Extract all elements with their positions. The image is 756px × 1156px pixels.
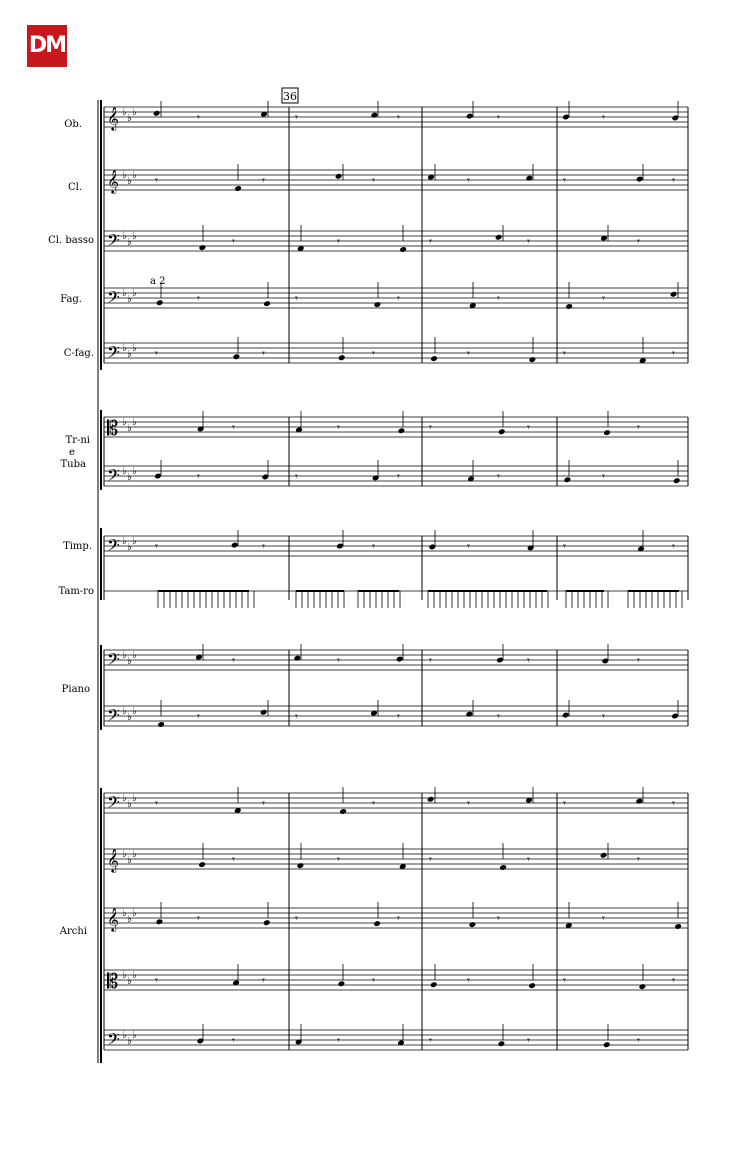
- rest-icon: 𝄾: [232, 421, 235, 434]
- rest-icon: 𝄾: [467, 797, 470, 810]
- rest-icon: 𝄾: [527, 853, 530, 866]
- flat-icon: ♭: [122, 343, 127, 354]
- rest-icon: 𝄾: [672, 974, 675, 987]
- rest-icon: 𝄾: [397, 710, 400, 723]
- flat-icon: ♭: [122, 706, 127, 717]
- notehead: [498, 1040, 506, 1047]
- notehead: [399, 246, 407, 253]
- label-clarinet: Cl.: [67, 182, 82, 193]
- dynamic-a2: a 2: [150, 276, 166, 287]
- rest-icon: 𝄾: [295, 111, 298, 124]
- flat-icon: ♭: [127, 176, 132, 187]
- rest-icon: 𝄾: [232, 1034, 235, 1047]
- rest-icon: 𝄾: [262, 797, 265, 810]
- rest-icon: 𝄾: [197, 912, 200, 925]
- rest-icon: 𝄾: [672, 174, 675, 187]
- flat-icon: ♭: [127, 472, 132, 483]
- flat-icon: ♭: [127, 294, 132, 305]
- clef-icon: 𝄞: [107, 106, 119, 130]
- notehead: [469, 921, 477, 928]
- staff: [104, 1029, 688, 1053]
- label-tuba: Tuba: [60, 459, 86, 470]
- notehead: [528, 982, 536, 989]
- clef-icon: 𝄢: [107, 465, 120, 489]
- clef-icon: 𝄢: [107, 649, 120, 673]
- notehead: [374, 301, 382, 308]
- notehead: [639, 983, 647, 990]
- flat-icon: ♭: [132, 288, 137, 299]
- rest-icon: 𝄾: [155, 347, 158, 360]
- notehead: [562, 712, 570, 719]
- rest-icon: 𝄾: [197, 111, 200, 124]
- flat-icon: ♭: [127, 113, 132, 124]
- rest-icon: 𝄾: [262, 347, 265, 360]
- rest-icon: 𝄾: [637, 421, 640, 434]
- staff: [104, 230, 688, 254]
- notehead: [635, 798, 643, 805]
- rest-icon: 𝄾: [602, 111, 605, 124]
- rest-icon: 𝄾: [429, 1034, 432, 1047]
- label-bass-clarinet: Cl. basso: [48, 235, 94, 246]
- flat-icon: ♭: [122, 849, 127, 860]
- rest-icon: 𝄾: [672, 347, 675, 360]
- clef-icon: 𝄢: [107, 342, 120, 366]
- rest-icon: 𝄾: [527, 235, 530, 248]
- notehead: [430, 355, 438, 362]
- flat-icon: ♭: [127, 656, 132, 667]
- flat-icon: ♭: [127, 349, 132, 360]
- staff: [104, 106, 688, 131]
- clef-icon: 𝄢: [107, 1029, 120, 1053]
- staff: [104, 848, 688, 873]
- notehead: [600, 852, 608, 859]
- rest-icon: 𝄾: [262, 174, 265, 187]
- label-trombones: Tr-ni: [65, 435, 90, 446]
- notehead: [373, 920, 381, 927]
- flat-icon: ♭: [132, 343, 137, 354]
- notehead: [198, 861, 206, 868]
- flat-icon: ♭: [132, 536, 137, 547]
- rest-icon: 𝄾: [637, 1034, 640, 1047]
- rest-icon: 𝄾: [337, 421, 340, 434]
- flat-icon: ♭: [132, 170, 137, 181]
- staff: [104, 535, 688, 559]
- rest-icon: 𝄾: [155, 797, 158, 810]
- rest-icon: 𝄾: [155, 540, 158, 553]
- rest-icon: 𝄾: [232, 853, 235, 866]
- notehead: [370, 112, 378, 119]
- staff: [104, 465, 688, 489]
- clef-icon: 𝄞: [107, 169, 119, 193]
- rest-icon: 𝄾: [429, 235, 432, 248]
- label-timpani: Timp.: [63, 541, 92, 552]
- flat-icon: ♭: [122, 1030, 127, 1041]
- clef-icon: 𝄢: [107, 287, 120, 311]
- notehead: [398, 427, 406, 434]
- notehead: [430, 981, 438, 988]
- notehead: [199, 244, 207, 251]
- instrument-labels: [48, 119, 94, 937]
- notehead: [233, 353, 241, 360]
- flat-icon: ♭: [122, 288, 127, 299]
- flat-icon: ♭: [132, 231, 137, 242]
- notehead: [498, 428, 506, 435]
- rehearsal-mark: [282, 88, 298, 103]
- rest-icon: 𝄾: [563, 974, 566, 987]
- flat-icon: ♭: [132, 1030, 137, 1041]
- rest-icon: 𝄾: [197, 470, 200, 483]
- rest-icon: 𝄾: [372, 174, 375, 187]
- rest-icon: 𝄾: [295, 292, 298, 305]
- notehead: [396, 656, 404, 663]
- staff: [104, 907, 688, 932]
- flat-icon: ♭: [132, 650, 137, 661]
- clef-icon: 𝄞: [107, 907, 119, 931]
- staff: [104, 416, 688, 440]
- flat-icon: ♭: [122, 107, 127, 118]
- notehead: [495, 234, 503, 241]
- rest-icon: 𝄾: [197, 292, 200, 305]
- rest-icon: 𝄾: [372, 540, 375, 553]
- staff: [104, 342, 688, 366]
- notehead: [157, 721, 165, 728]
- rest-icon: 𝄾: [527, 421, 530, 434]
- rest-icon: 𝄾: [262, 974, 265, 987]
- flat-icon: ♭: [127, 799, 132, 810]
- notehead: [156, 918, 164, 925]
- flat-icon: ♭: [132, 793, 137, 804]
- rest-icon: 𝄾: [602, 710, 605, 723]
- rest-icon: 𝄾: [372, 347, 375, 360]
- flat-icon: ♭: [122, 650, 127, 661]
- notehead: [231, 542, 239, 549]
- rest-icon: 𝄾: [497, 292, 500, 305]
- rest-icon: 𝄾: [497, 710, 500, 723]
- staff: [104, 287, 688, 311]
- notehead: [603, 429, 611, 436]
- notehead: [499, 864, 507, 871]
- notehead: [636, 176, 644, 183]
- rest-icon: 𝄾: [527, 654, 530, 667]
- rest-icon: 𝄾: [155, 174, 158, 187]
- rest-icon: 𝄾: [672, 797, 675, 810]
- notehead: [263, 300, 271, 307]
- notehead: [529, 356, 537, 363]
- clef-icon: 𝄢: [107, 535, 120, 559]
- notehead: [335, 173, 343, 180]
- label-tamburo: Tam-ro: [58, 586, 94, 597]
- flat-icon: ♭: [132, 706, 137, 717]
- flat-icon: ♭: [122, 466, 127, 477]
- notes: [153, 101, 682, 1048]
- flat-icon: ♭: [122, 908, 127, 919]
- rest-icon: 𝄾: [262, 540, 265, 553]
- flat-icon: ♭: [122, 231, 127, 242]
- rest-icon: 𝄾: [527, 1034, 530, 1047]
- rest-icon: 𝄾: [497, 912, 500, 925]
- label-oboe: Ob.: [64, 119, 82, 130]
- rest-icon: 𝄾: [602, 292, 605, 305]
- rest-icon: 𝄾: [429, 853, 432, 866]
- flat-icon: ♭: [127, 914, 132, 925]
- rest-icon: 𝄾: [467, 540, 470, 553]
- notehead: [670, 291, 678, 298]
- notehead: [465, 711, 473, 718]
- flat-icon: ♭: [127, 542, 132, 553]
- flat-icon: ♭: [122, 417, 127, 428]
- rest-icon: 𝄾: [155, 974, 158, 987]
- rest-icon: 𝄾: [672, 540, 675, 553]
- rest-icon: 𝄾: [337, 654, 340, 667]
- clef-icon: 𝄡: [107, 416, 119, 440]
- flat-icon: ♭: [132, 970, 137, 981]
- flat-icon: ♭: [132, 849, 137, 860]
- rest-icon: 𝄾: [637, 654, 640, 667]
- barlines: [98, 100, 688, 1063]
- notehead: [674, 923, 682, 930]
- rest-icon: 𝄾: [372, 974, 375, 987]
- notehead: [338, 980, 346, 987]
- flat-icon: ♭: [132, 107, 137, 118]
- label-bassoon: Fag.: [60, 294, 82, 305]
- rest-icon: 𝄾: [197, 710, 200, 723]
- notehead: [673, 477, 681, 484]
- rest-icon: 𝄾: [232, 654, 235, 667]
- flat-icon: ♭: [127, 855, 132, 866]
- label-strings: Archi: [59, 926, 87, 937]
- rest-icon: 𝄾: [232, 235, 235, 248]
- staff: [104, 169, 688, 194]
- flat-icon: ♭: [127, 976, 132, 987]
- staff-lines: [104, 106, 688, 1053]
- notehead: [565, 303, 573, 310]
- staff: [104, 969, 688, 993]
- rest-icon: 𝄾: [429, 654, 432, 667]
- rest-icon: 𝄾: [563, 174, 566, 187]
- clef-icon: 𝄢: [107, 230, 120, 254]
- notehead: [427, 796, 435, 803]
- flat-icon: ♭: [132, 466, 137, 477]
- publisher-logo: DM: [27, 25, 67, 67]
- notehead: [234, 185, 242, 192]
- notehead: [293, 655, 301, 662]
- rest-icon: 𝄾: [497, 470, 500, 483]
- rest-icon: 𝄾: [337, 853, 340, 866]
- flat-icon: ♭: [127, 423, 132, 434]
- notehead: [603, 1041, 611, 1048]
- rest-icon: 𝄾: [337, 235, 340, 248]
- flat-icon: ♭: [132, 417, 137, 428]
- rest-icon: 𝄾: [397, 292, 400, 305]
- notehead: [564, 476, 572, 483]
- rest-icon: 𝄾: [337, 1034, 340, 1047]
- notehead: [525, 175, 533, 182]
- rest-icon: 𝄾: [397, 470, 400, 483]
- notehead: [297, 862, 305, 869]
- rest-icon: 𝄾: [429, 421, 432, 434]
- rest-icon: 𝄾: [372, 797, 375, 810]
- staff: [104, 649, 688, 673]
- rest-icon: 𝄾: [497, 111, 500, 124]
- rest-icon: 𝄾: [467, 974, 470, 987]
- rest-icon: 𝄾: [467, 174, 470, 187]
- rest-icon: 𝄾: [602, 470, 605, 483]
- flat-icon: ♭: [122, 793, 127, 804]
- rest-icon: 𝄾: [397, 912, 400, 925]
- rest-icon: 𝄾: [563, 347, 566, 360]
- notehead: [260, 709, 268, 716]
- label-piano: Piano: [61, 684, 90, 695]
- notehead: [338, 354, 346, 361]
- notehead: [339, 808, 347, 815]
- rest-icon: 𝄾: [563, 797, 566, 810]
- staff: [104, 792, 688, 816]
- flat-icon: ♭: [122, 170, 127, 181]
- label-contrabassoon: C-fag.: [63, 348, 94, 359]
- rest-icon: 𝄾: [295, 912, 298, 925]
- flat-icon: ♭: [127, 1036, 132, 1047]
- rest-icon: 𝄾: [295, 470, 298, 483]
- flat-icon: ♭: [127, 712, 132, 723]
- rest-icon: 𝄾: [563, 540, 566, 553]
- clef-icon: 𝄢: [107, 792, 120, 816]
- clef-icon: 𝄡: [107, 969, 119, 993]
- rest-icon: 𝄾: [397, 111, 400, 124]
- clef-icon: 𝄢: [107, 705, 120, 729]
- rest-icon: 𝄾: [467, 347, 470, 360]
- notehead: [466, 113, 474, 120]
- rest-icon: 𝄾: [637, 853, 640, 866]
- label-and: e: [69, 447, 75, 458]
- notehead: [263, 919, 271, 926]
- flat-icon: ♭: [132, 908, 137, 919]
- rehearsal-mark-number: 36: [283, 90, 297, 103]
- flat-icon: ♭: [127, 237, 132, 248]
- flat-icon: ♭: [122, 536, 127, 547]
- flat-icon: ♭: [122, 970, 127, 981]
- notehead: [153, 110, 161, 117]
- rest-icon: 𝄾: [637, 235, 640, 248]
- notehead: [156, 299, 164, 306]
- rest-icon: 𝄾: [295, 710, 298, 723]
- clef-icon: 𝄞: [107, 848, 119, 872]
- staff: [104, 705, 688, 729]
- rest-icon: 𝄾: [602, 912, 605, 925]
